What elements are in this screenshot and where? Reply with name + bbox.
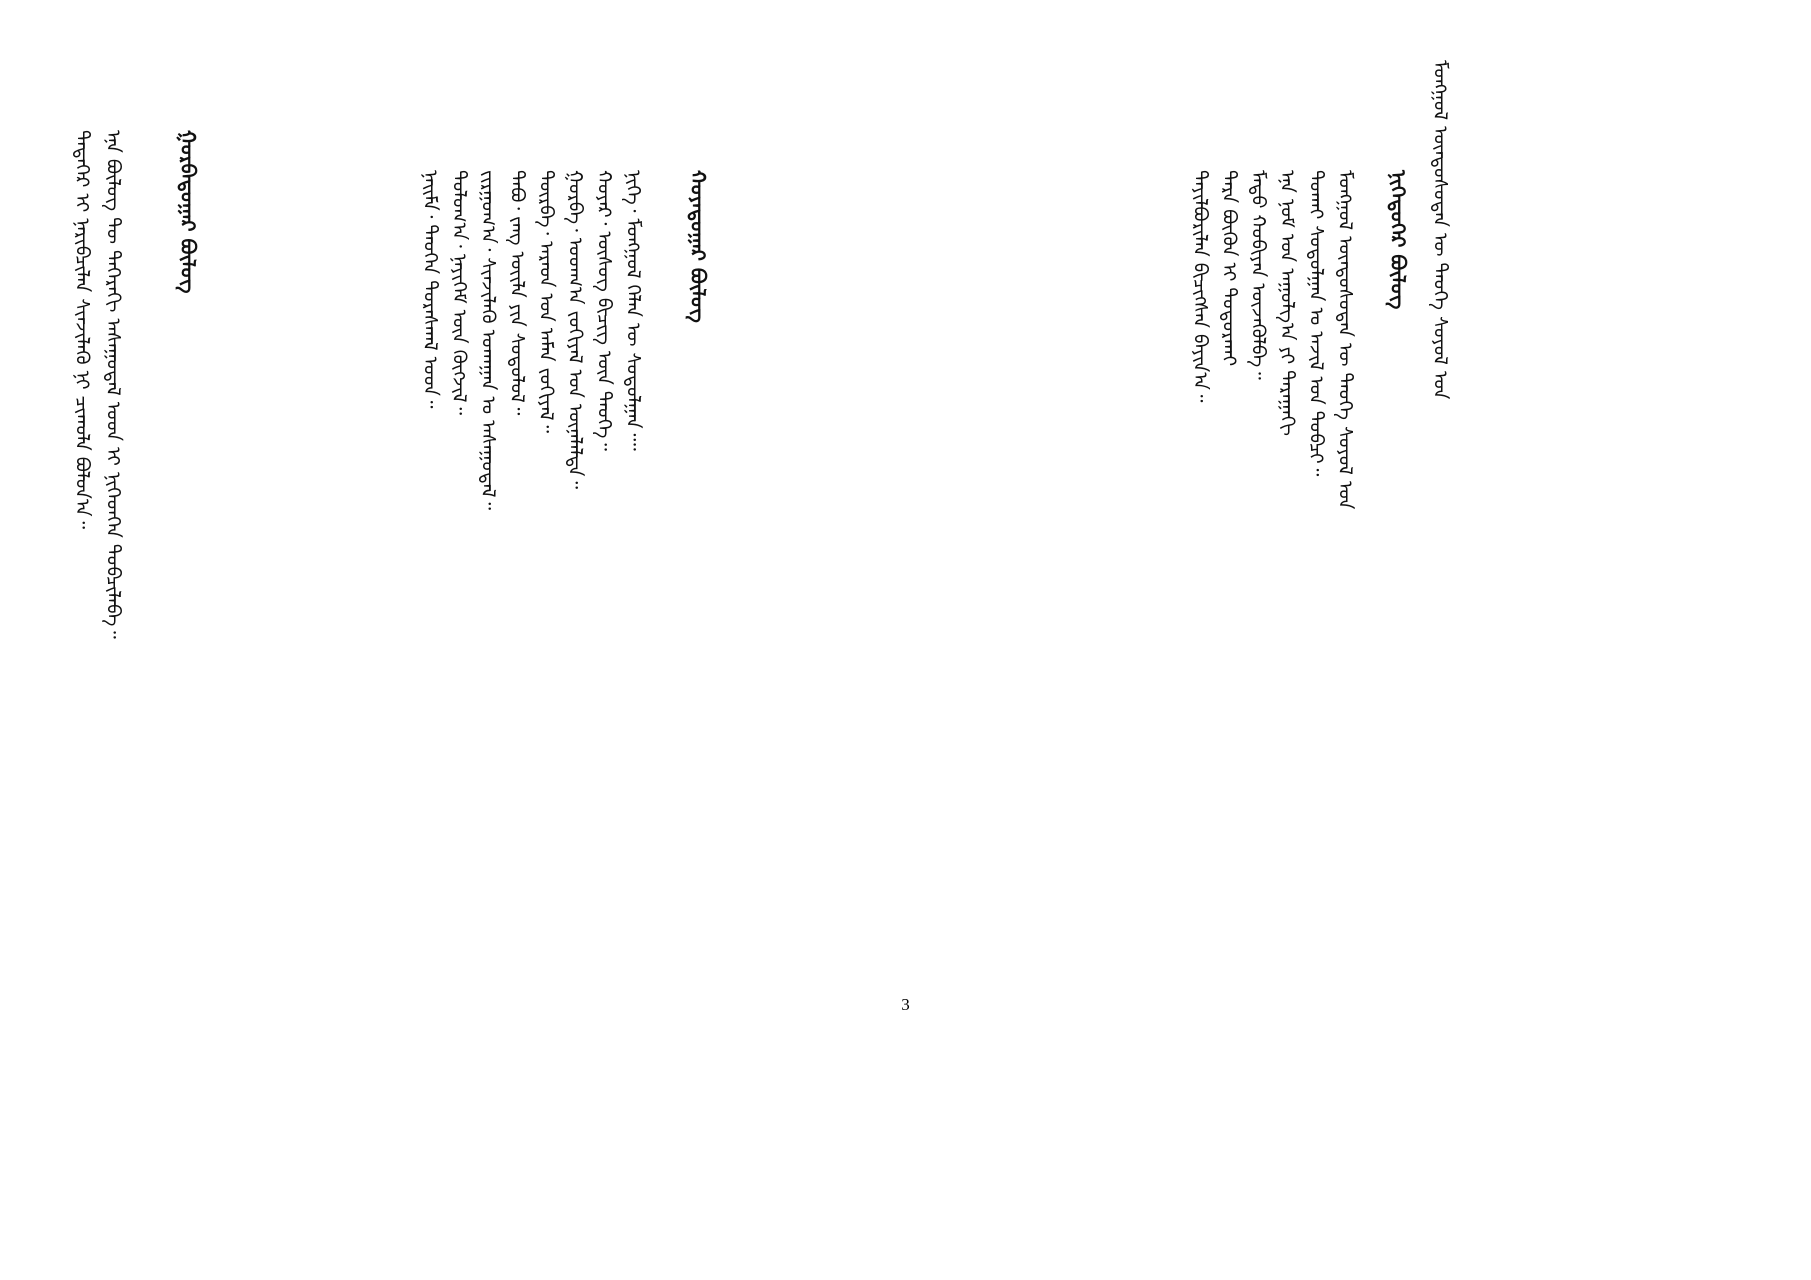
section-3-line-1: ᠡᠨᠡ ᠪᠦᠯᠦᠭ ᠲᠦ ᠳᠡᠭᠡᠷᠡᠬᠢ ᠠᠰᠠᠭᠤᠳᠠᠯ ᠤᠳ ᠢ ᠨᠢᠭᠡᠳᠬᠡᠨ ᠲᠣᠪᠴᠢᠯᠠᠪᠠ᠃ — [102, 130, 124, 639]
section-2-line-5: ᠲᠠᠪᠤ᠂ ᠵᠠᠩ ᠦᠢᠯᠡ ᠶᠢᠨ ᠰᠤᠳᠤᠯᠤᠯ᠃ — [506, 170, 528, 416]
section-3-block — [60, 130, 198, 920]
section-2-line-4: ᠳᠥᠷᠪᠡ᠂ ᠠᠷᠠᠳ ᠤᠨ ᠠᠮᠠᠨ ᠵᠣᠬᠢᠶᠠᠯ᠃ — [535, 170, 557, 434]
page-number: 3 — [901, 995, 910, 1014]
opening-line-text: ᠮᠣᠩᠭᠣᠯ ᠦᠨᠳᠦᠰᠦᠲᠡᠨ ᠦ ᠲᠡᠦᠬᠡ ᠰᠣᠶᠣᠯ ᠤᠨ — [1429, 60, 1451, 400]
section-2-block — [410, 170, 708, 550]
section-2-line-2: ᠬᠣᠶᠠᠷ᠂ ᠦᠰᠦᠭ ᠪᠢᠴᠢᠭ ᠦᠨ ᠲᠡᠦᠬᠡ᠃ — [593, 170, 615, 451]
document-opening-line — [1429, 60, 1451, 400]
section-1-line-3: ᠡᠨᠡ ᠨᠣᠮ ᠤᠨ ᠠᠭᠤᠯᠭ᠎ᠠ ᠶᠢ ᠳᠠᠷᠠᠭᠠᠬᠢ — [1276, 170, 1298, 436]
section-1-block — [1180, 170, 1410, 510]
section-1-heading: ᠨᠢᠭᠡᠳᠦᠭᠡᠷ ᠪᠦᠯᠦᠭ — [1386, 170, 1410, 310]
section-1-line-2: ᠲᠤᠬᠠᠢ ᠰᠤᠳᠤᠯᠭᠠᠨ ᠤ ᠠᠵᠢᠯ ᠤᠨ ᠲᠣᠪᠴᠢ᠃ — [1305, 170, 1327, 477]
section-2-line-3: ᠭᠤᠷᠪᠠ᠂ ᠤᠳᠬ᠎ᠠ ᠵᠣᠬᠢᠶᠠᠯ ᠤᠨ ᠦᠨᠡᠯᠡᠯᠲᠡ᠃ — [564, 170, 586, 490]
section-2-heading: ᠬᠣᠶᠠᠳᠤᠭᠠᠷ ᠪᠦᠯᠦᠭ — [686, 170, 710, 323]
section-1-line-5: ᠲᠡᠷᠡ ᠪᠦᠬᠦᠨ ᠢ ᠲᠣᠳᠣᠷᠬᠠᠢ — [1218, 170, 1240, 367]
section-2-line-7: ᠳᠣᠯᠤᠭ᠎ᠠ᠂ ᠨᠡᠶᠢᠭᠡᠮ ᠦᠨ ᠬᠥᠭᠵᠢᠯ᠃ — [448, 170, 470, 416]
section-1-line-4: ᠮᠡᠲᠦ ᠬᠤᠪᠢᠶᠠᠨ ᠦᠵᠡᠭᠦᠯᠪᠡ᠃ — [1247, 170, 1269, 380]
section-2-line-6: ᠵᠢᠷᠭᠤᠭ᠎ᠠ᠂ ᠰᠢᠨᠵᠢᠯᠡᠬᠦ ᠤᠬᠠᠭᠠᠨ ᠤ ᠠᠰᠠᠭᠤᠳᠠᠯ᠃ — [477, 170, 499, 511]
section-1-line-6: ᠲᠠᠶᠢᠯᠪᠤᠷᠢᠯᠠᠨ ᠪᠢᠴᠢᠭᠰᠡᠨ ᠪᠠᠶᠢᠨ᠎ᠠ᠃ — [1189, 170, 1211, 403]
section-3-heading: ᠭᠤᠷᠪᠠᠳᠤᠭᠠᠷ ᠪᠦᠯᠦᠭ — [176, 130, 200, 294]
section-1-line-1: ᠮᠣᠩᠭᠣᠯ ᠦᠨᠳᠦᠰᠦᠲᠡᠨ ᠦ ᠲᠡᠦᠬᠡ ᠰᠣᠶᠣᠯ ᠤᠨ — [1334, 170, 1356, 510]
section-3-line-2: ᠲᠡᠳᠡᠭᠡᠷ ᠢ ᠨᠠᠷᠢᠪᠴᠢᠯᠠᠨ ᠰᠢᠨᠵᠢᠯᠡᠬᠦ ᠨᠢ ᠴᠢᠬᠤᠯᠠ ᠪᠣᠯᠤᠨ᠎ᠠ᠃ — [71, 130, 93, 530]
section-2-line-8: ᠨᠠᠢᠮᠠ᠂ ᠲᠡᠦᠬᠡᠨ ᠳᠤᠷᠠᠰᠬᠠᠯ ᠤᠳ᠃ — [419, 170, 441, 409]
section-2-line-1: ᠨᠢᠭᠡ᠂ ᠮᠣᠩᠭᠣᠯ ᠬᠡᠯᠡᠨ ᠦ ᠰᠤᠳᠤᠯᠭᠠᠨ᠁ — [622, 170, 644, 451]
